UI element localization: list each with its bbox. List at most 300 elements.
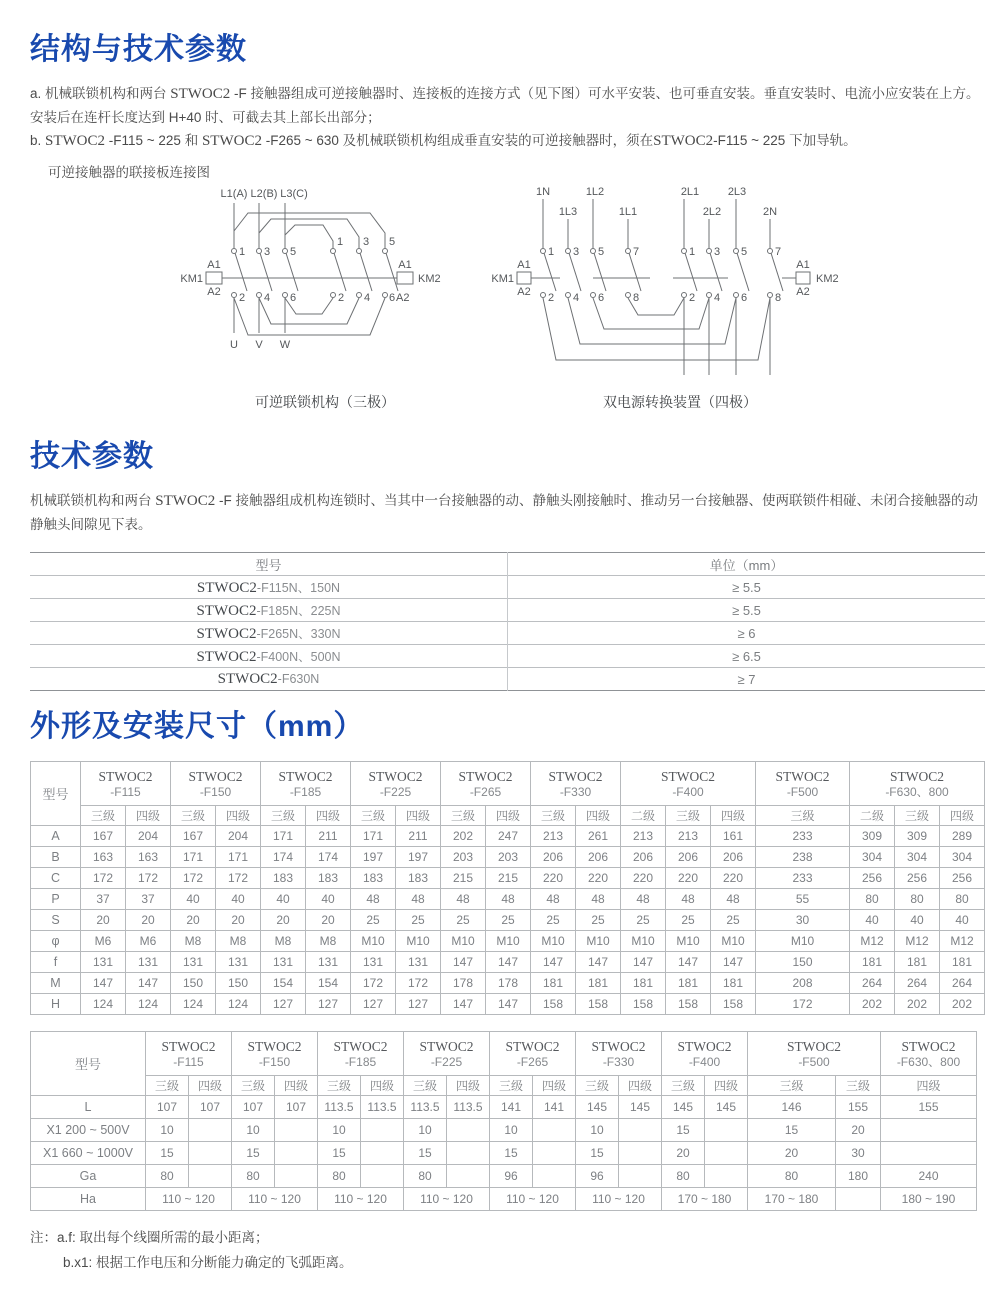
pole-level-header: 三级 [895, 806, 940, 826]
table-cell: 206 [666, 847, 711, 868]
model-group-header [146, 1032, 232, 1076]
table-cell: 150 [216, 973, 261, 994]
terminal-number: 4 [573, 292, 580, 304]
text-segment: -F115 ~ 225 和 [105, 133, 202, 148]
table-cell: 147 [486, 994, 531, 1015]
table-cell: M10 [711, 931, 756, 952]
table-cell: 240 [881, 1165, 977, 1188]
table-cell: 264 [850, 973, 895, 994]
table-cell: 20 [662, 1142, 705, 1165]
table-cell: M8 [171, 931, 216, 952]
table-cell: 124 [81, 994, 126, 1015]
model-number: -F115 [173, 1054, 204, 1069]
model-number: -F150 [199, 784, 232, 799]
row-label: B [31, 847, 81, 868]
terminal-number: 5 [389, 236, 396, 248]
table-cell: 48 [486, 889, 531, 910]
value-cell: ≥ 5.5 [508, 599, 986, 622]
coil-terminal-a1: A1 [207, 259, 221, 271]
terminal-number: 2 [689, 292, 696, 304]
table-cell: M10 [621, 931, 666, 952]
table-cell: 233 [756, 868, 850, 889]
table-cell: 256 [895, 868, 940, 889]
table-cell: 110 ~ 120 [232, 1188, 318, 1211]
model-brand: STWOC2 [196, 648, 257, 665]
table-cell: 171 [171, 847, 216, 868]
row-label: A [31, 826, 81, 847]
table-cell: 197 [351, 847, 396, 868]
table-cell: 80 [748, 1165, 836, 1188]
model-brand: STWOC2 [196, 625, 257, 642]
table-cell: 20 [836, 1119, 881, 1142]
pole-level-header: 四级 [361, 1076, 404, 1096]
text-segment: STWOC2 [170, 86, 231, 102]
km1-label: KM1 [180, 273, 203, 285]
table-cell: 172 [126, 868, 171, 889]
model-brand: STWOC2 [98, 768, 153, 784]
four-pole-diagram-block [480, 183, 880, 412]
pole-level-header: 三级 [232, 1076, 275, 1096]
table-cell: 181 [576, 973, 621, 994]
model-suffix: -F115N、150N [256, 580, 341, 595]
model-number: -F330 [559, 784, 592, 799]
table-row [31, 910, 985, 931]
table-cell: 264 [895, 973, 940, 994]
terminal-number: 6 [741, 292, 748, 304]
table-cell: 10 [318, 1119, 361, 1142]
model-number: -F265 [516, 1054, 549, 1069]
pole-level-header: 四级 [705, 1076, 748, 1096]
table-cell: 158 [711, 994, 756, 1015]
wiring-diagrams [30, 183, 985, 421]
table-cell: M8 [216, 931, 261, 952]
table-cell: 181 [711, 973, 756, 994]
table-cell: 113.5 [404, 1096, 447, 1119]
dimensions-table-1 [30, 761, 985, 1015]
table-cell: 183 [306, 868, 351, 889]
pole-level-header: 三级 [351, 806, 396, 826]
terminal-number: 5 [598, 246, 605, 258]
table-cell: 25 [486, 910, 531, 931]
row-label: f [31, 952, 81, 973]
pole-level-header: 三级 [81, 806, 126, 826]
table-cell: 158 [531, 994, 576, 1015]
table-cell: 304 [895, 847, 940, 868]
sub-header-row [31, 806, 985, 826]
row-label: X1 200 ~ 500V [31, 1119, 146, 1142]
table-cell: 40 [940, 910, 985, 931]
model-brand: STWOC2 [591, 1038, 646, 1054]
table-cell: 158 [576, 994, 621, 1015]
table-cell: 147 [576, 952, 621, 973]
table-row [31, 1119, 977, 1142]
table-row [31, 1142, 977, 1165]
table-cell: 213 [531, 826, 576, 847]
table-cell: 131 [81, 952, 126, 973]
table-cell: 204 [216, 826, 261, 847]
table-cell: 220 [711, 868, 756, 889]
table-cell: 213 [666, 826, 711, 847]
model-number: -F630、800 [896, 1054, 961, 1069]
table-cell: 40 [216, 889, 261, 910]
table-cell: 172 [756, 994, 850, 1015]
gap-spec-table [30, 552, 985, 691]
km2-label: KM2 [418, 273, 441, 285]
model-brand: STWOC2 [333, 1038, 388, 1054]
table-row [30, 622, 985, 645]
table-cell: 107 [146, 1096, 189, 1119]
table-row [31, 826, 985, 847]
table-cell: 124 [126, 994, 171, 1015]
model-group-header [318, 1032, 404, 1076]
terminal-number: 1 [239, 246, 246, 258]
table-cell: 10 [576, 1119, 619, 1142]
table-cell: 154 [261, 973, 306, 994]
table-cell: M12 [895, 931, 940, 952]
table-cell: 178 [486, 973, 531, 994]
model-group-header [662, 1032, 748, 1076]
table-cell: 172 [171, 868, 216, 889]
note-prefix: 注： [30, 1230, 57, 1245]
table-cell: 110 ~ 120 [490, 1188, 576, 1211]
model-number: -F400 [672, 784, 704, 799]
input-label: L1(A) [220, 188, 248, 200]
text-segment: STWOC2 [201, 133, 262, 149]
footnote-line [30, 1225, 985, 1250]
table-cell: M10 [666, 931, 711, 952]
model-brand: STWOC2 [548, 768, 603, 784]
row-label: X1 660 ~ 1000V [31, 1142, 146, 1165]
table-cell: M12 [850, 931, 895, 952]
table-cell: 220 [666, 868, 711, 889]
table-cell: M6 [81, 931, 126, 952]
input-label: 1L1 [618, 206, 638, 218]
table-cell [275, 1142, 318, 1165]
table-cell: 48 [576, 889, 621, 910]
pole-level-header: 三级 [490, 1076, 533, 1096]
table-cell: 25 [666, 910, 711, 931]
table-cell: 147 [621, 952, 666, 973]
model-number: -F185 [344, 1054, 377, 1069]
row-label: L [31, 1096, 146, 1119]
pole-level-header: 三级 [662, 1076, 705, 1096]
table-cell: M8 [261, 931, 306, 952]
table-row [30, 599, 985, 622]
terminal-number: 3 [264, 246, 271, 258]
table-cell: 55 [756, 889, 850, 910]
model-cell [30, 599, 508, 622]
input-label: 2N [762, 206, 778, 218]
terminal-number: 2 [338, 292, 345, 304]
model-group-header [81, 762, 171, 806]
table-cell: 181 [531, 973, 576, 994]
table-row [31, 952, 985, 973]
table-row [31, 1096, 977, 1119]
table-cell: 96 [576, 1165, 619, 1188]
table-cell: 25 [711, 910, 756, 931]
diagram-caption: 双电源转换装置（四极） [603, 394, 757, 410]
table-cell: M8 [306, 931, 351, 952]
pole-level-header: 三级 [531, 806, 576, 826]
table-cell [619, 1119, 662, 1142]
table-row [31, 868, 985, 889]
table-cell [361, 1165, 404, 1188]
wiring-lines [531, 199, 796, 375]
table-cell: 181 [850, 952, 895, 973]
model-suffix: -F185N、225N [256, 603, 341, 618]
group-header-row [31, 762, 985, 806]
table-cell: 25 [531, 910, 576, 931]
table-cell [361, 1119, 404, 1142]
four-pole-wiring-svg [480, 183, 880, 383]
table-cell: 127 [261, 994, 306, 1015]
table-cell: 163 [81, 847, 126, 868]
pole-level-header: 四级 [126, 806, 171, 826]
pole-level-header: 三级 [756, 806, 850, 826]
col-header-unit: 单位（mm） [508, 553, 986, 576]
pole-level-header: 三级 [146, 1076, 189, 1096]
table-cell: 161 [711, 826, 756, 847]
table-cell: 220 [621, 868, 666, 889]
coil-terminal-a2: A2 [396, 292, 410, 304]
table-cell [447, 1165, 490, 1188]
row-label: M [31, 973, 81, 994]
input-label: 1L2 [585, 186, 605, 198]
model-number: -F150 [258, 1054, 291, 1069]
table-cell [447, 1119, 490, 1142]
terminal-number: 3 [363, 236, 370, 248]
table-row [31, 889, 985, 910]
table-cell [881, 1142, 977, 1165]
model-number: -F225 [430, 1054, 463, 1069]
table-cell [705, 1165, 748, 1188]
table-cell: 170 ~ 180 [662, 1188, 748, 1211]
table-cell: 150 [756, 952, 850, 973]
table-cell: 48 [666, 889, 711, 910]
table-cell [189, 1142, 232, 1165]
table-cell [881, 1119, 977, 1142]
table-cell: 48 [621, 889, 666, 910]
paragraph-b [30, 129, 985, 153]
terminal-number: 8 [633, 292, 640, 304]
table-cell: 80 [318, 1165, 361, 1188]
model-group-header [621, 762, 756, 806]
pole-level-header: 四级 [189, 1076, 232, 1096]
model-group-header [531, 762, 621, 806]
value-cell: ≥ 7 [508, 668, 986, 691]
table-cell: 113.5 [318, 1096, 361, 1119]
table-cell [705, 1119, 748, 1142]
table-cell: 155 [881, 1096, 977, 1119]
table-cell: 20 [748, 1142, 836, 1165]
table-cell: 110 ~ 120 [404, 1188, 490, 1211]
table-row [31, 847, 985, 868]
sub-header-row [31, 1076, 977, 1096]
table-cell: 146 [748, 1096, 836, 1119]
table-cell: 256 [940, 868, 985, 889]
table-row [31, 973, 985, 994]
pole-level-header: 四级 [396, 806, 441, 826]
table-cell: 15 [232, 1142, 275, 1165]
model-brand: STWOC2 [901, 1038, 956, 1054]
row-label: C [31, 868, 81, 889]
table-cell: 202 [441, 826, 486, 847]
text-segment: STWOC2 [155, 493, 216, 509]
pole-level-header: 三级 [318, 1076, 361, 1096]
table-cell: M10 [531, 931, 576, 952]
model-group-header [490, 1032, 576, 1076]
table-cell: 40 [261, 889, 306, 910]
table-cell: 181 [940, 952, 985, 973]
table-cell: 181 [895, 952, 940, 973]
table-cell: 215 [441, 868, 486, 889]
table-cell: 20 [306, 910, 351, 931]
input-label: L3(C) [280, 188, 308, 200]
pole-level-header: 二级 [850, 806, 895, 826]
table-cell: 25 [576, 910, 621, 931]
table-row [31, 1188, 977, 1211]
terminal-number: 2 [239, 292, 246, 304]
terminal-dots [232, 249, 388, 298]
input-label: 2L2 [702, 206, 722, 218]
terminal-number: 5 [741, 246, 748, 258]
table-cell: 145 [662, 1096, 705, 1119]
table-cell: 80 [404, 1165, 447, 1188]
table-cell [275, 1119, 318, 1142]
text-segment: 安装后在连杆长度达到 H+40 时、可截去其上部长出部分； [30, 110, 381, 125]
pole-level-header: 四级 [576, 806, 621, 826]
km1-coil [206, 272, 222, 284]
pole-level-header: 四级 [533, 1076, 576, 1096]
model-group-header [748, 1032, 881, 1076]
terminal-number: 7 [633, 246, 640, 258]
table-cell: 15 [490, 1142, 533, 1165]
model-cell [30, 622, 508, 645]
terminal-number: 5 [290, 246, 297, 258]
table-cell: 131 [306, 952, 351, 973]
table-cell: 110 ~ 120 [576, 1188, 662, 1211]
text-segment: -F265 ~ 630 及机械联锁机构组成垂直安装的可逆接触器时，须在 [261, 133, 654, 148]
table-cell: 170 ~ 180 [748, 1188, 836, 1211]
table-cell: 20 [171, 910, 216, 931]
input-label: 1L3 [558, 206, 578, 218]
table-cell: 10 [232, 1119, 275, 1142]
table-cell [533, 1119, 576, 1142]
model-brand: STWOC2 [188, 768, 243, 784]
pole-level-header: 三级 [171, 806, 216, 826]
table-cell: 25 [396, 910, 441, 931]
model-number: -F500 [798, 1054, 830, 1069]
table-row [30, 645, 985, 668]
table-cell: 10 [404, 1119, 447, 1142]
terminal-number: 8 [775, 292, 782, 304]
table-cell: 206 [531, 847, 576, 868]
table-cell: 20 [261, 910, 306, 931]
model-brand: STWOC2 [196, 602, 257, 619]
table-cell: 40 [895, 910, 940, 931]
coil-terminal-a2: A2 [517, 286, 531, 298]
input-label: 2L1 [680, 186, 700, 198]
table-cell: 15 [318, 1142, 361, 1165]
table-cell: 220 [576, 868, 621, 889]
model-brand: STWOC2 [505, 1038, 560, 1054]
diagram-section-label: 可逆接触器的联接板连接图 [48, 165, 210, 180]
row-label: φ [31, 931, 81, 952]
table-cell: 178 [441, 973, 486, 994]
pole-level-header: 四级 [306, 806, 351, 826]
text-segment: 机械联锁机构和两台 [30, 493, 156, 508]
table-cell: 203 [441, 847, 486, 868]
table-cell: 48 [441, 889, 486, 910]
table-cell: M10 [396, 931, 441, 952]
paragraph-a [30, 82, 985, 106]
model-brand: STWOC2 [368, 768, 423, 784]
table-cell: 80 [850, 889, 895, 910]
table-cell: 264 [940, 973, 985, 994]
table-cell: 147 [711, 952, 756, 973]
table-cell: 37 [126, 889, 171, 910]
table-cell: 48 [351, 889, 396, 910]
table-cell: 80 [895, 889, 940, 910]
table-cell: 96 [490, 1165, 533, 1188]
terminal-number: 3 [573, 246, 580, 258]
table-cell: 208 [756, 973, 850, 994]
table-cell: 131 [396, 952, 441, 973]
terminal-number: 1 [548, 246, 555, 258]
wiring-lines [222, 203, 398, 335]
table-cell: 202 [940, 994, 985, 1015]
table-cell: 147 [441, 952, 486, 973]
table-cell: 256 [850, 868, 895, 889]
table-cell: 127 [396, 994, 441, 1015]
terminal-number: 6 [389, 292, 396, 304]
section-title-tech-params: 技术参数 [30, 440, 154, 473]
table-cell: 206 [621, 847, 666, 868]
table-cell: 220 [531, 868, 576, 889]
model-number: -F400 [688, 1054, 721, 1069]
note-text: a.f: 取出每个线圈所需的最小距离； [57, 1230, 269, 1245]
model-group-header [441, 762, 531, 806]
text-segment: STWOC2 [45, 133, 106, 149]
table-cell: 174 [306, 847, 351, 868]
table-cell: 80 [940, 889, 985, 910]
table-cell: 147 [126, 973, 171, 994]
table-cell: 213 [621, 826, 666, 847]
model-cell [30, 576, 508, 599]
table-cell [533, 1165, 576, 1188]
output-label: W [279, 339, 291, 351]
table-cell: 238 [756, 847, 850, 868]
table-cell: M10 [441, 931, 486, 952]
tech-intro-paragraph [30, 489, 985, 536]
table-cell: 203 [486, 847, 531, 868]
pole-level-header: 三级 [666, 806, 711, 826]
terminal-number: 6 [598, 292, 605, 304]
text-segment: b. [30, 133, 46, 148]
table-cell [705, 1142, 748, 1165]
table-cell: 172 [81, 868, 126, 889]
table-cell: M12 [940, 931, 985, 952]
pole-level-header: 三级 [836, 1076, 881, 1096]
coil-terminal-a1: A1 [517, 259, 531, 271]
text-segment: -F 接触器组成机构连锁时、当其中一台接触器的动、静触头刚接触时、推动另一台接触器、使两联锁件相碰、未闭合接触器的动静触头间隙见下表。 [30, 493, 979, 532]
value-cell: ≥ 5.5 [508, 576, 986, 599]
model-number: -F630、800 [885, 784, 949, 799]
table-cell: 304 [850, 847, 895, 868]
table-cell: 127 [351, 994, 396, 1015]
pole-level-header: 四级 [216, 806, 261, 826]
pole-level-header: 三级 [748, 1076, 836, 1096]
